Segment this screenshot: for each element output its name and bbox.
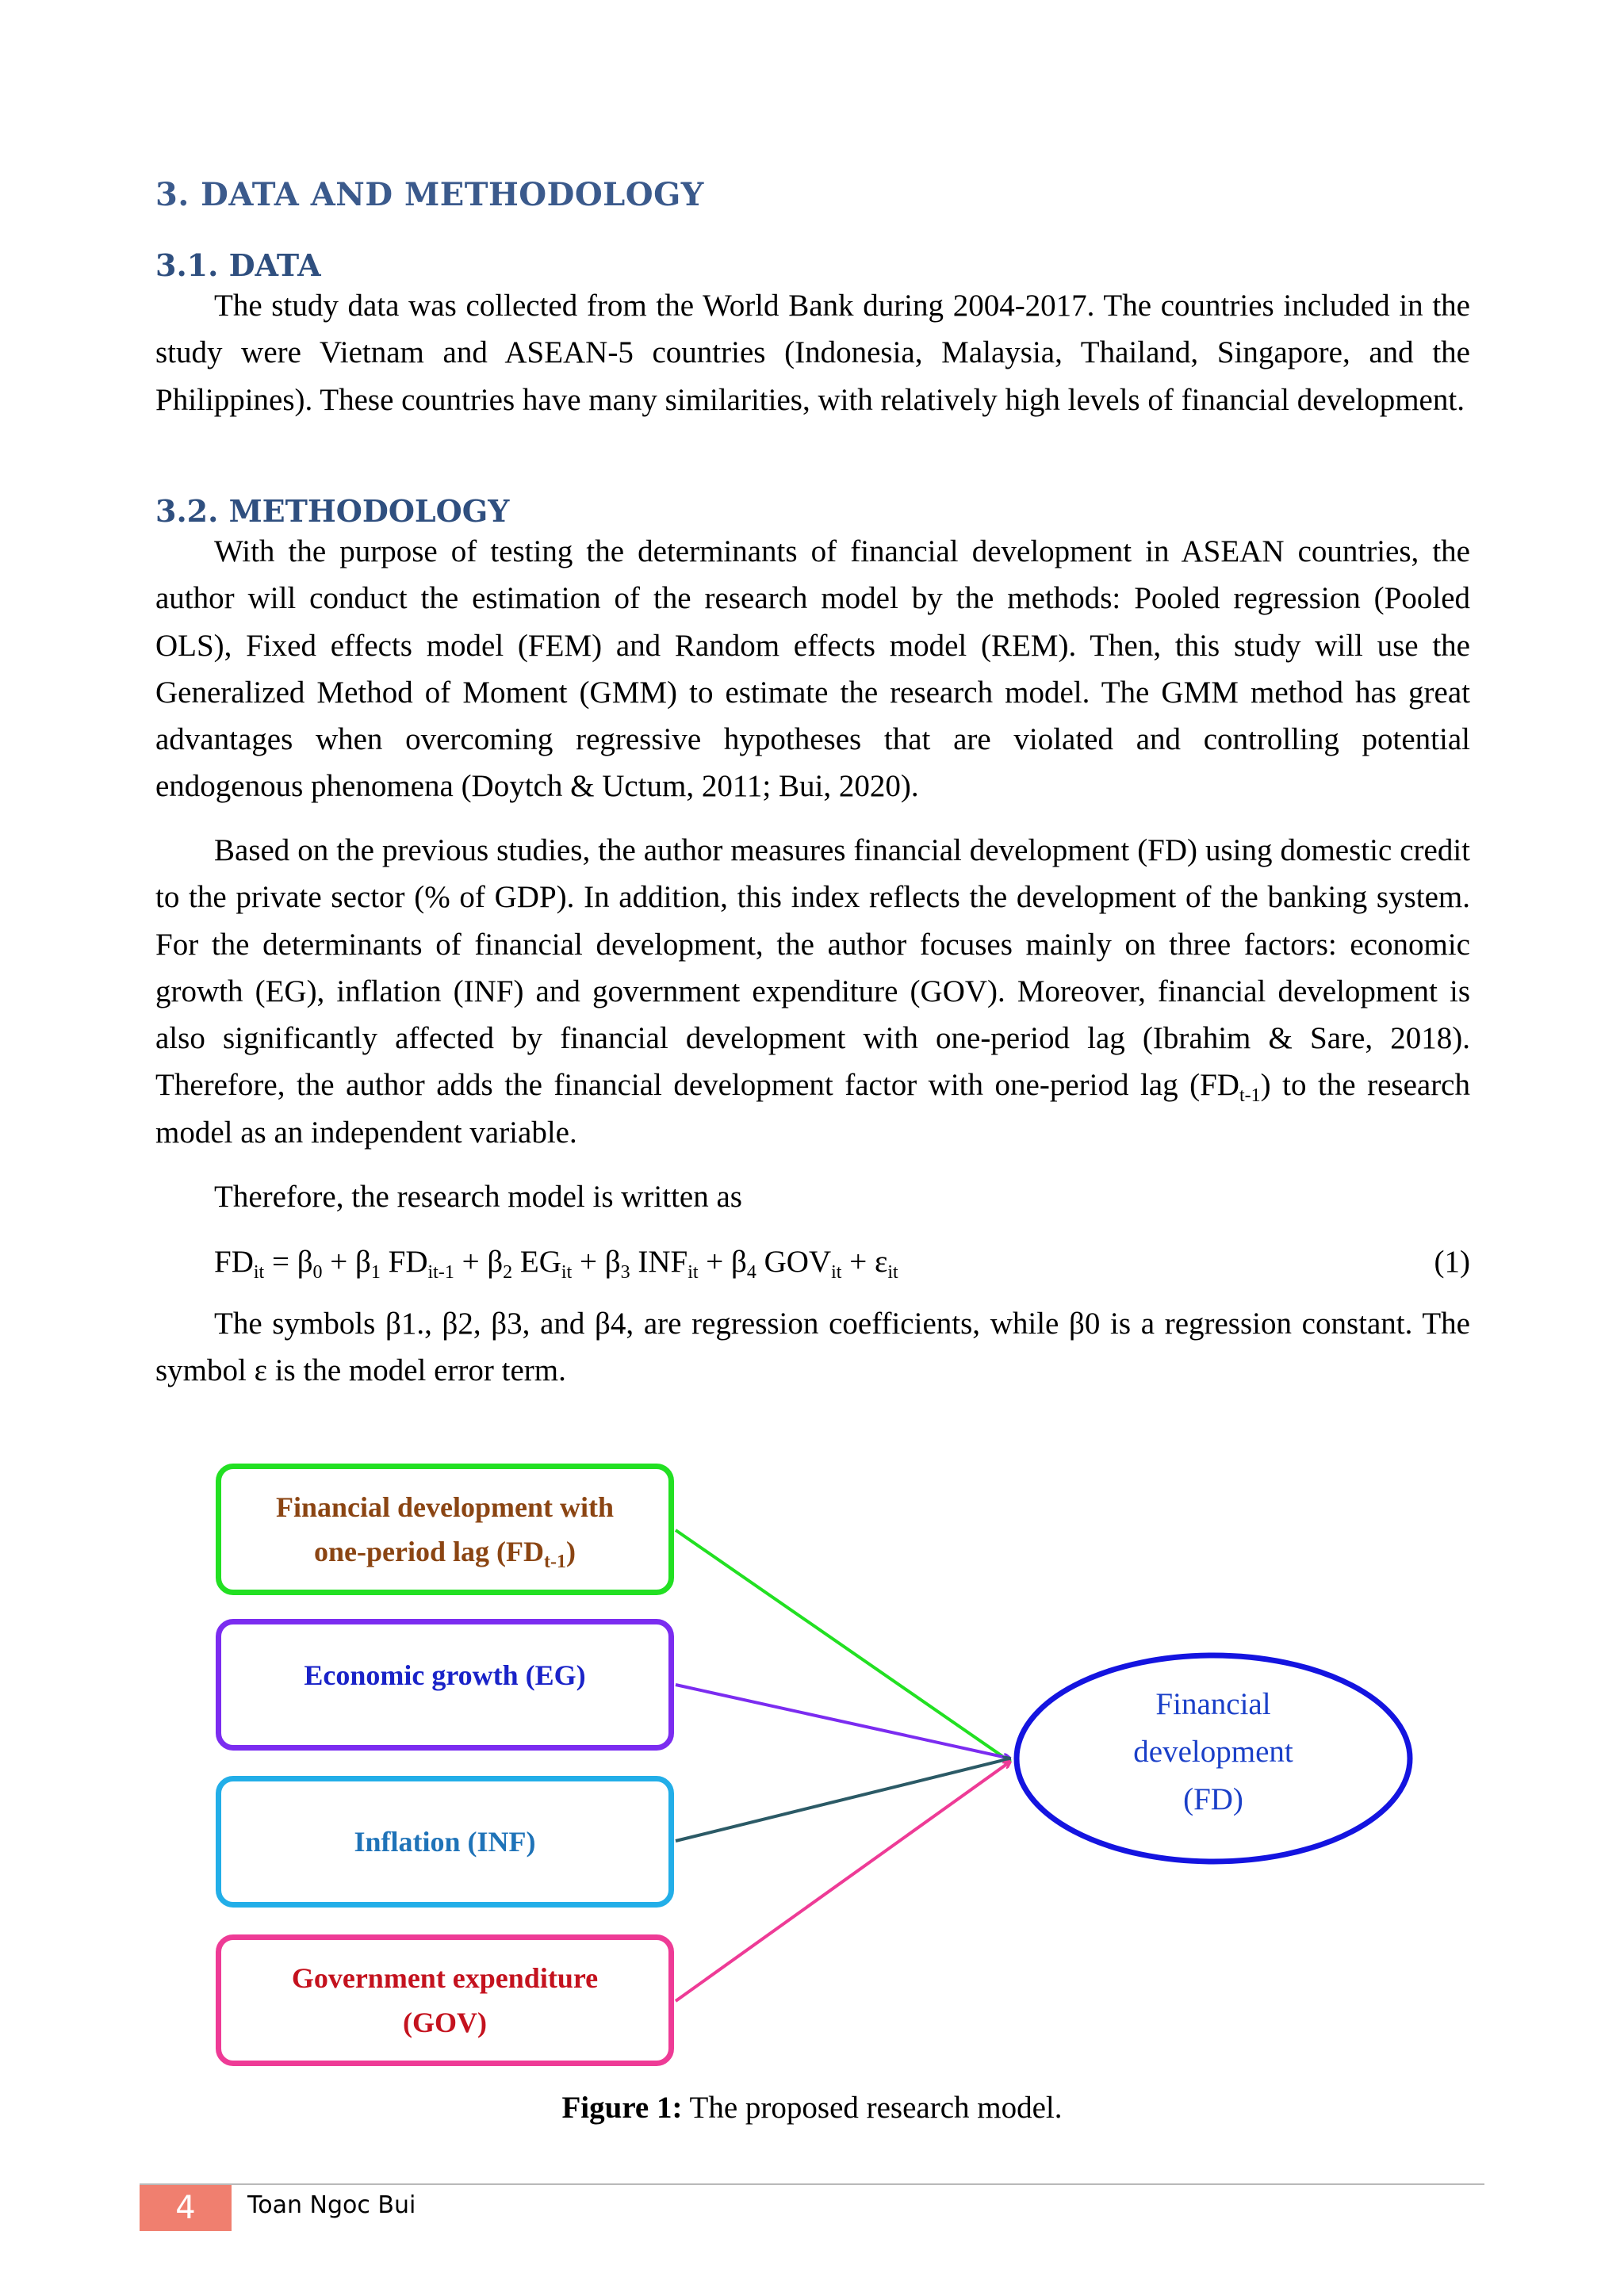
data-heading: 3.1. DATA (155, 247, 321, 283)
arrow-gov (676, 1762, 1010, 2001)
box-gov-line1: Government expenditure (291, 1962, 599, 1994)
data-paragraph: The study data was collected from the World Bank during 2004-2017. The countries included in the study were Vietnam and ASEAN-5 countries (Indonesia, Malaysia, Thailand, Singapore, and the Philippines). These countries have many similarities, with relatively high levels of financial development. (155, 289, 1470, 417)
ellipse-line3: (FD) (1183, 1782, 1243, 1816)
box-fd-lag (216, 1464, 674, 1595)
box-fd-lag-line2-suffix: ) (565, 1536, 576, 1567)
arrow-eg (676, 1685, 1010, 1758)
box-inf-label: Inflation (INF) (354, 1826, 536, 1858)
equation-number: (1) (1434, 1245, 1470, 1279)
methodology-heading: 3.2. METHODOLOGY (155, 493, 510, 529)
arrow-fd-lag (676, 1530, 1010, 1762)
footer-divider (140, 2183, 1484, 2185)
figure-caption (0, 2090, 1624, 2126)
methodology-paragraph-1: With the purpose of testing the determinants of financial development in ASEAN countries, the author will conduct the estimation of the research model by the methods: Pooled regression (Pooled OLS), Fixed effects model (FEM) and Random effects model (REM). Then, this study will use the Generalized Method of Moment (GMM) to estimate the research model. The GMM method has great advantages when overcoming regressive hypotheses that are violated and controlling potential endogenous phenomena (Doytch & Uctum, 2011; Bui, 2020). (155, 534, 1470, 804)
box-gov-text (292, 1956, 598, 2045)
box-inf (216, 1776, 674, 1908)
caption-text: The proposed research model. (682, 2091, 1063, 2125)
ellipse-line1: Financial (1155, 1687, 1271, 1721)
paragraph-2-end: ) to the research model as an independent variable. (155, 1068, 1470, 1150)
section-heading: 3. DATA AND METHODOLOGY (155, 176, 704, 213)
methodology-paragraph-3: Therefore, the research model is written as (214, 1180, 742, 1214)
paragraph-2-subscript: t-1 (1239, 1085, 1261, 1107)
caption-label: Figure 1: (561, 2091, 683, 2125)
box-fd-lag-subscript: t-1 (543, 1552, 566, 1572)
box-fd-lag-line2-prefix: one-period lag (FD (314, 1536, 544, 1567)
ellipse-label (1023, 1681, 1404, 1823)
box-gov (216, 1934, 674, 2066)
box-fd-lag-text (276, 1485, 614, 1574)
footer-author: Toan Ngoc Bui (247, 2191, 416, 2219)
box-eg-label: Economic growth (EG) (304, 1659, 586, 1691)
equation-body: $FD_{it} = \beta_0 + \beta_1$ $FD_{it-1} + \beta_2$ $EG_{it} + \beta_3$ $INF_{it} + \beta_4$ $GOV_{it} + \varepsilon_{it}$ (214, 1245, 898, 1283)
arrow-inf (676, 1758, 1010, 1841)
page-number: 4 (140, 2185, 232, 2231)
symbols-paragraph: The symbols β1., β2, β3, and β4, are regression coefficients, while β0 is a regression constant. The symbol ε is the model error term. (155, 1307, 1470, 1388)
box-fd-lag-line1: Financial development with (275, 1491, 614, 1523)
paragraph-2-main: Based on the previous studies, the author measures financial development (FD) using domestic credit to the private sector (% of GDP). In addition, this index reflects the development of the banking system. For the determinants of financial development, the author focuses mainly on three factors: economic growth (EG), inflation (INF) and government expenditure (GOV). Moreover, financial development is also significantly affected by financial development with one-period lag (Ibrahim & Sare, 2018). Therefore, the author adds the financial development factor with one-period lag (FD (155, 833, 1470, 1103)
box-eg (216, 1619, 674, 1751)
box-gov-line2: (GOV) (403, 2007, 487, 2038)
ellipse-line2: development (1133, 1735, 1293, 1769)
